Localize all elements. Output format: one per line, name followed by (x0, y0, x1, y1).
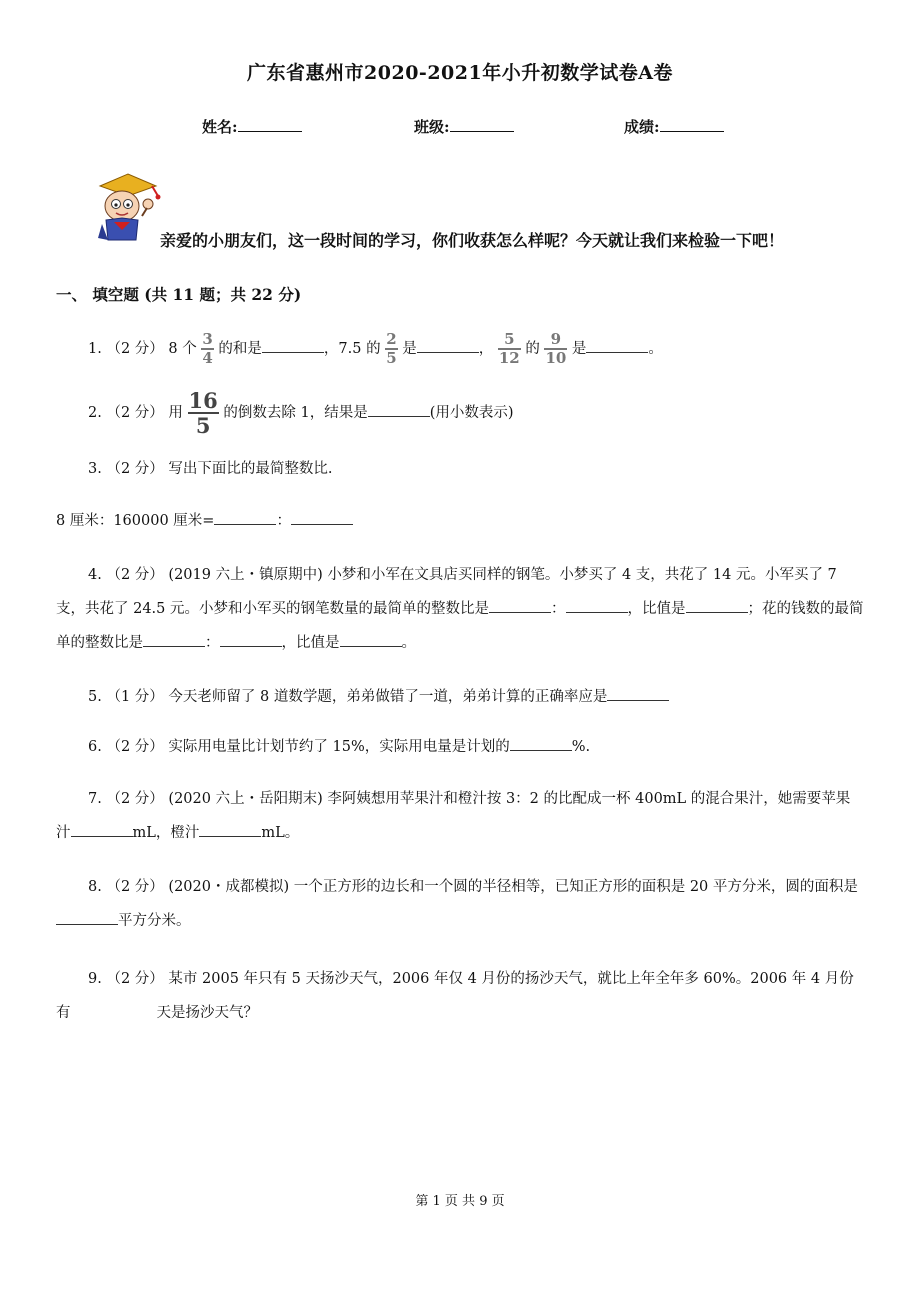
class-label: 班级: (414, 118, 450, 136)
q1-score: （2 分） (106, 341, 164, 357)
q2-text-2: 的倒数去除 1，结果是 (223, 405, 368, 421)
question-9 (56, 962, 864, 1030)
q8-tail: 平方分米。 (118, 913, 191, 929)
question-3 (88, 452, 848, 486)
q4-number: 4. (88, 567, 102, 583)
score-field[interactable] (624, 116, 724, 137)
page-title: 广东省惠州市2020-2021年小升初数学试卷A卷 (247, 62, 673, 84)
q1-text-3: ，7.5 的 (323, 341, 381, 357)
q4-blank-3[interactable] (686, 599, 748, 613)
name-field[interactable] (202, 116, 302, 137)
q1-number: 1. (88, 341, 102, 357)
q4-blank-2[interactable] (566, 599, 628, 613)
q1-blank-3[interactable] (586, 339, 648, 353)
q9-text: 某市 2005 年只有 5 天扬沙天气，2006 年仅 4 月份的扬沙天气，就比上年全年多 60%。2006 年 4 月份有 (56, 971, 854, 1021)
q4-colon-2: ： (205, 635, 220, 651)
q2-number: 2. (88, 405, 102, 421)
q1-text-1: 8 个 (168, 341, 197, 357)
q7-text: (2020 六上・岳阳期末) 李阿姨想用苹果汁和橙汁按 3：2 的比配成一杯 400mL 的混合果汁，她需要苹果汁 (56, 791, 851, 841)
q3-score: （2 分） (106, 461, 164, 477)
q6-text: 实际用电量比计划节约了 15%，实际用电量是计划的 (168, 739, 510, 755)
q2-score: （2 分） (106, 405, 164, 421)
section-title: 一、 填空题 (共 11 题；共 22 分) (56, 285, 302, 304)
q2-text-1: 用 (168, 405, 183, 421)
greeting-text: 亲爱的小朋友们，这一段时间的学习，你们收获怎么样呢？今天就让我们来检验一下吧！ (160, 231, 785, 250)
q4-blank-6[interactable] (340, 633, 402, 647)
question-7 (56, 782, 864, 850)
q1-fraction-4: $\frac{9}{10}$ (545, 330, 567, 367)
q4-colon-1: ： (551, 601, 566, 617)
q4-score: （2 分） (106, 567, 164, 583)
name-label: 姓名: (202, 118, 238, 136)
q2-text-3: (用小数表示) (429, 405, 514, 421)
q1-fraction-3: $\frac{5}{12}$ (498, 330, 520, 367)
score-label: 成绩: (624, 118, 660, 136)
q2-blank[interactable] (368, 403, 430, 417)
q2-fraction: $\frac{16}{5}$ (188, 388, 218, 438)
q4-blank-4[interactable] (143, 633, 205, 647)
q6-number: 6. (88, 739, 102, 755)
q4-blank-1[interactable] (489, 599, 551, 613)
q1-fraction-2: $\frac{2}{5}$ (386, 330, 397, 367)
q7-unit-2: mL。 (261, 825, 300, 841)
question-4 (56, 558, 864, 660)
q1-fraction-1: $\frac{3}{4}$ (202, 330, 213, 367)
score-blank[interactable] (660, 117, 724, 132)
q8-text: (2020・成都模拟) 一个正方形的边长和一个圆的半径相等，已知正方形的面积是 20 平方分米，圆的面积是 (168, 879, 858, 895)
question-6 (88, 730, 848, 764)
q8-number: 8. (88, 879, 102, 895)
q4-end: 。 (401, 635, 416, 651)
q4-blank-5[interactable] (220, 633, 282, 647)
q3-blank-2[interactable] (291, 511, 353, 525)
name-blank[interactable] (238, 117, 302, 132)
question-5 (88, 680, 848, 714)
question-2 (88, 390, 848, 436)
q7-blank-1[interactable] (71, 823, 133, 837)
q9-score: （2 分） (106, 971, 164, 987)
q7-blank-2[interactable] (199, 823, 261, 837)
q4-text-ratio-2: ，比值是 (281, 635, 340, 651)
q9-number: 9. (88, 971, 102, 987)
q7-unit-1: mL，橙汁 (132, 825, 200, 841)
q8-blank[interactable] (56, 911, 118, 925)
q6-score: （2 分） (106, 739, 164, 755)
q4-text-money: ；花的钱数的最简单的整数比是 (56, 601, 864, 651)
q3-text: 写出下面比的最简整数比. (168, 461, 333, 477)
q4-text-ratio: ，比值是 (627, 601, 686, 617)
q6-blank[interactable] (510, 737, 572, 751)
q3-blank-1[interactable] (214, 511, 276, 525)
q4-text: (2019 六上・镇原期中) 小梦和小军在文具店买同样的钢笔。小梦买了 4 支，共花了 14 元。小军买了 7 支，共花了 24.5 元。小梦和小军买的钢笔数量的最简单的整数比是 (56, 567, 837, 617)
q9-tail: 天是扬沙天气？ (156, 1005, 258, 1021)
q5-text: 今天老师留了 8 道数学题，弟弟做错了一道，弟弟计算的正确率应是 (168, 689, 608, 705)
q8-score: （2 分） (106, 879, 164, 895)
class-field[interactable] (414, 116, 514, 137)
page-footer: 第 1 页 共 9 页 (415, 1194, 505, 1209)
q1-text-2: 的和是 (218, 341, 262, 357)
q7-number: 7. (88, 791, 102, 807)
q1-text-6: 的 (525, 341, 540, 357)
q1-text-4: 是 (402, 341, 417, 357)
q6-tail: %. (571, 739, 591, 755)
q5-score: （1 分） (106, 689, 164, 705)
doctor-mascot-icon (92, 172, 166, 246)
q1-text-8: 。 (648, 341, 663, 357)
q5-number: 5. (88, 689, 102, 705)
q5-blank[interactable] (607, 687, 669, 701)
class-blank[interactable] (450, 117, 514, 132)
q1-blank-2[interactable] (417, 339, 479, 353)
q1-text-5: ， (478, 341, 494, 357)
q1-text-7: 是 (571, 341, 587, 357)
q3-colon: ： (276, 513, 291, 529)
question-3-line-2 (56, 504, 864, 538)
q7-score: （2 分） (106, 791, 164, 807)
q3-ratio-text: 8 厘米：160000 厘米= (56, 513, 215, 529)
question-1 (88, 332, 848, 366)
q1-blank-1[interactable] (262, 339, 324, 353)
q3-number: 3. (88, 461, 102, 477)
question-8 (56, 870, 864, 938)
